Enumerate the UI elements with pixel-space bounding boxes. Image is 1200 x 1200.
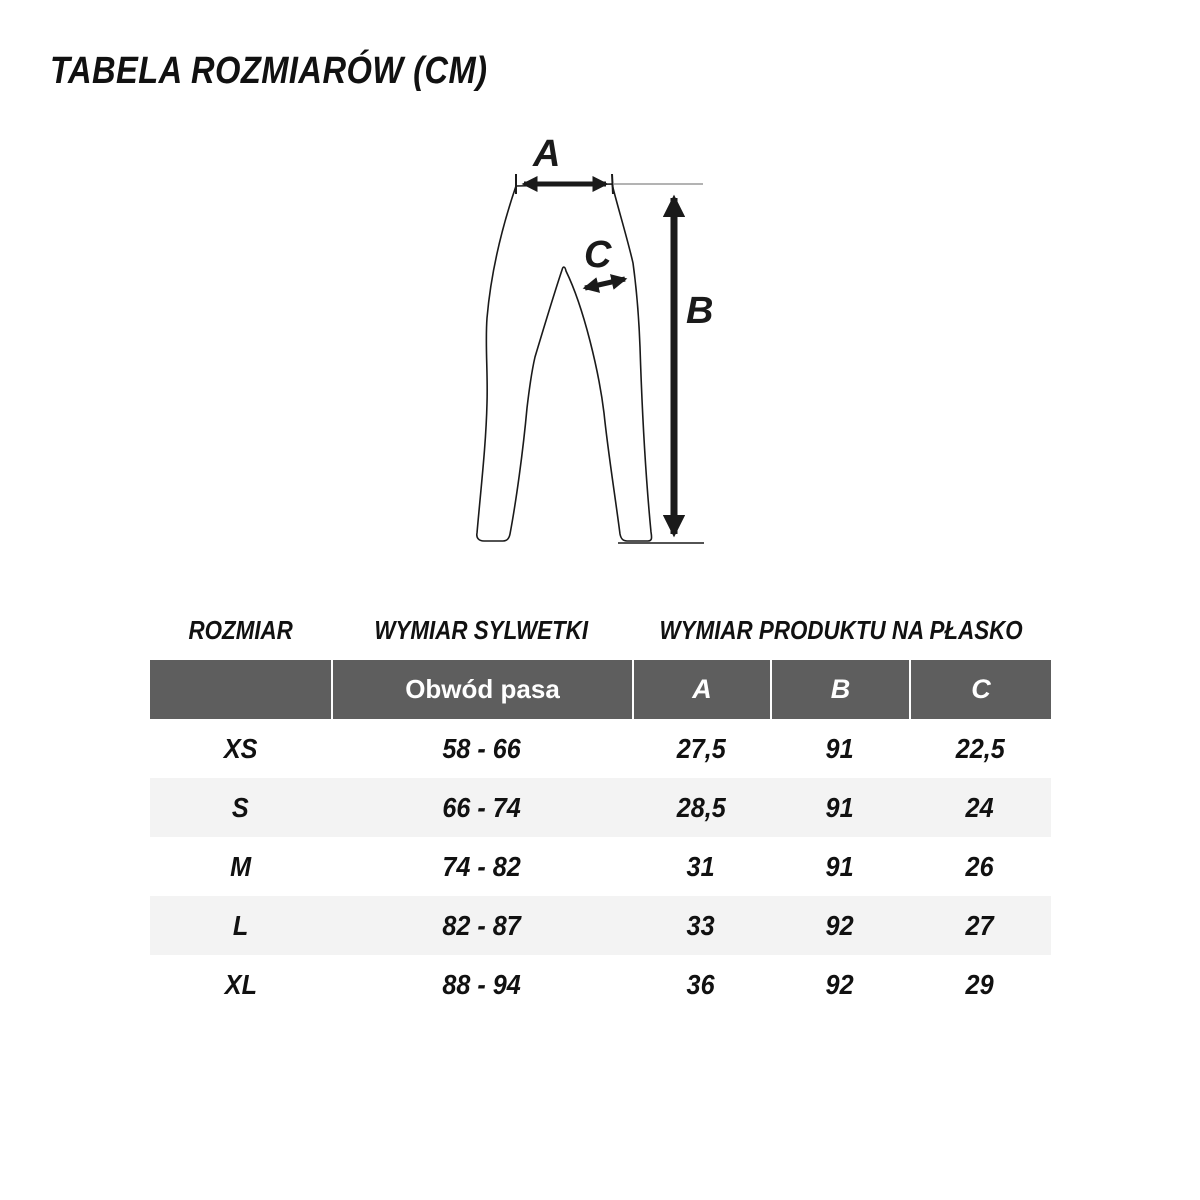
table-row-m (150, 837, 1051, 896)
cell-b: 91 (825, 732, 854, 764)
cell-a: 27,5 (676, 732, 726, 764)
cell-a: 33 (686, 909, 716, 941)
cell-b: 91 (825, 850, 854, 882)
cell-a: 31 (686, 850, 716, 882)
table-row-xl (150, 955, 1051, 1014)
pants-diagram-svg (450, 125, 740, 565)
pants-outline-icon (477, 184, 652, 541)
cell-waist: 88 - 94 (442, 968, 521, 1000)
cell-c: 29 (965, 968, 995, 1000)
cell-a: 36 (686, 968, 716, 1000)
cell-size: M (229, 850, 251, 882)
diagram-label-c: C (584, 234, 612, 276)
table-group-header-row (150, 608, 1051, 652)
size-table (150, 608, 1051, 1014)
pants-measurement-diagram (450, 125, 740, 565)
group-header-body-measure: WYMIAR SYLWETKI (374, 614, 589, 645)
cell-a: 28,5 (676, 791, 726, 823)
group-header-product-measure: WYMIAR PRODUKTU NA PŁASKO (659, 614, 1024, 645)
cell-c: 27 (965, 909, 995, 941)
waist-tick-right (612, 174, 613, 194)
group-header-size: ROZMIAR (188, 614, 293, 645)
sub-header-c: C (909, 660, 1051, 719)
cell-c: 24 (965, 791, 995, 823)
cell-c: 26 (965, 850, 995, 882)
table-row-xs (150, 719, 1051, 778)
cell-waist: 58 - 66 (442, 732, 521, 764)
sub-header-empty (150, 660, 331, 719)
cell-c: 22,5 (955, 732, 1005, 764)
cell-b: 91 (825, 791, 854, 823)
diagram-label-a: A (533, 133, 561, 175)
cell-size: XL (224, 968, 257, 1000)
page-title-text: TABELA ROZMIARÓW (CM) (50, 50, 488, 92)
table-row-l (150, 896, 1051, 955)
cell-b: 92 (825, 968, 854, 1000)
cell-waist: 74 - 82 (442, 850, 521, 882)
cell-waist: 82 - 87 (442, 909, 521, 941)
table-sub-header-row (150, 660, 1051, 719)
page-title (50, 50, 559, 93)
cell-size: XS (223, 732, 258, 764)
table-row-s (150, 778, 1051, 837)
sub-header-a: A (632, 660, 770, 719)
cell-waist: 66 - 74 (442, 791, 521, 823)
diagram-label-b: B (686, 290, 714, 332)
cell-size: S (232, 791, 249, 823)
cell-b: 92 (825, 909, 854, 941)
sub-header-b: B (770, 660, 909, 719)
cell-size: L (232, 909, 249, 941)
sub-header-waist: Obwód pasa (331, 660, 632, 719)
